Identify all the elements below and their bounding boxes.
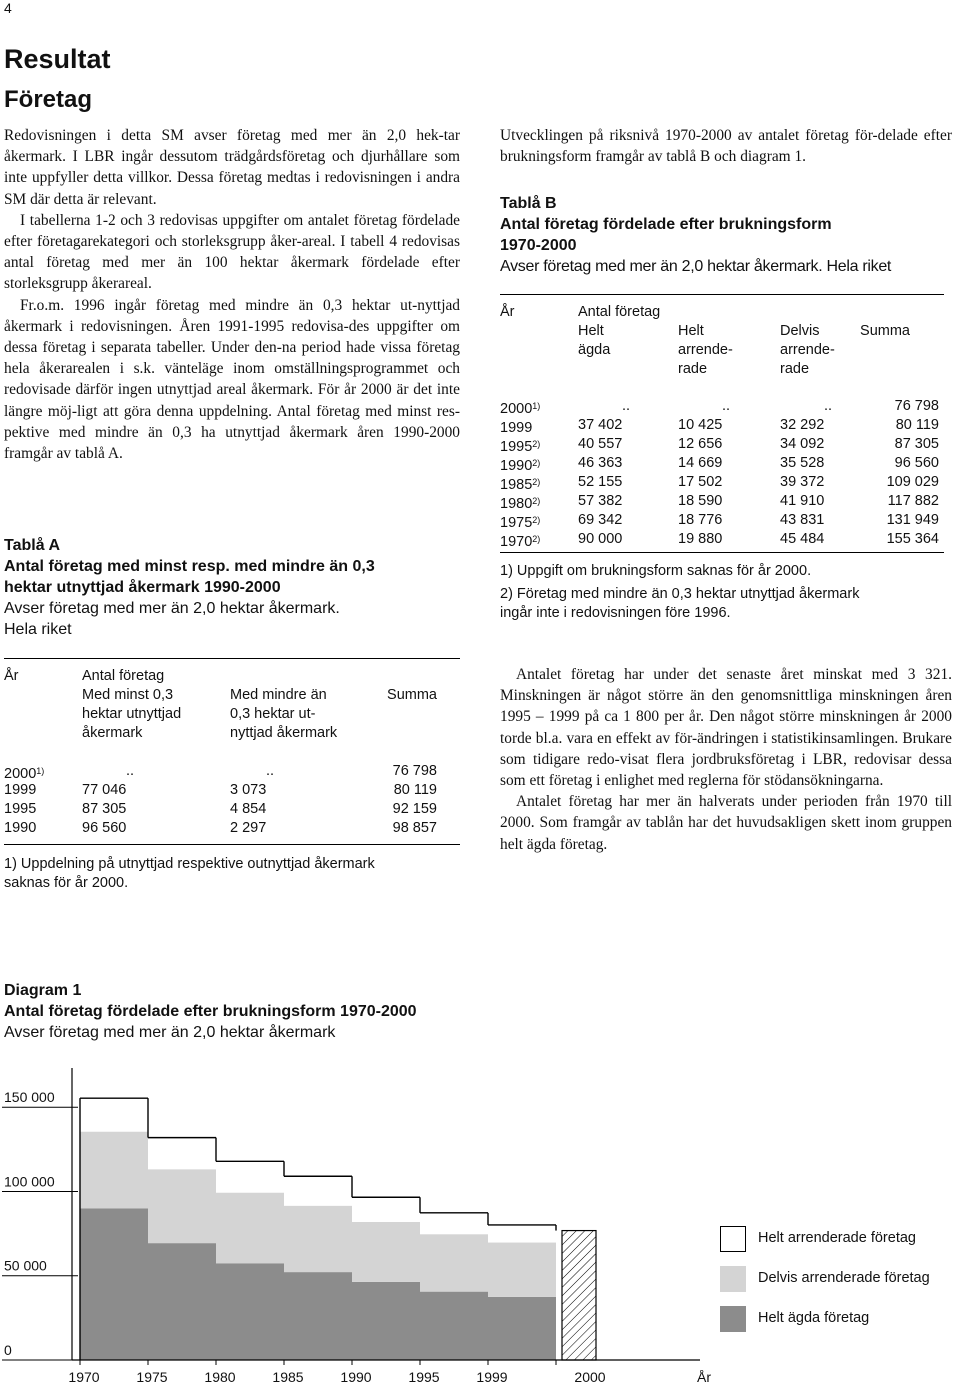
column-header: Summa bbox=[387, 687, 437, 703]
tabla-b-label: Tablå B bbox=[500, 195, 557, 212]
y-tick-label: 100 000 bbox=[4, 1173, 55, 1190]
legend-label: Delvis arrenderade företag bbox=[758, 1270, 930, 1286]
column-header: Helt arrende- rade bbox=[678, 323, 733, 377]
area-leased-1970 bbox=[80, 1098, 148, 1132]
column-header: Delvis arrende- rade bbox=[780, 323, 835, 377]
x-tick-label: 1985 bbox=[272, 1369, 304, 1385]
column-header: Med mindre än 0,3 hektar ut- nyttjad åkermark bbox=[230, 687, 338, 741]
y-tick-label: 0 bbox=[4, 1342, 12, 1358]
area-partly-1970 bbox=[80, 1132, 148, 1209]
column-header: Med minst 0,3 hektar utnyttjad åkermark bbox=[82, 687, 182, 741]
x-tick-label: 1980 bbox=[204, 1369, 236, 1385]
column-header: Summa bbox=[860, 323, 910, 339]
area-partly-1975 bbox=[148, 1169, 216, 1243]
legend-label: Helt arrenderade företag bbox=[758, 1230, 916, 1246]
x-tick-label: 1970 bbox=[68, 1369, 100, 1385]
paragraph: Redovisningen i detta SM avser företag med mer än 2,0 hek-tar åkermark. I LBR ingår dessutom trädgårdsföretag och djurhållare som inte uppfyller detta villkor. Dessa företag medtas i redovisningen i andra SM där detta är relevant. bbox=[4, 127, 460, 208]
left-body-text bbox=[4, 125, 460, 464]
area-partly-1995 bbox=[420, 1234, 488, 1291]
area-leased-1980 bbox=[216, 1161, 284, 1192]
tabla-a-label: Tablå A bbox=[4, 537, 61, 554]
column-header: År bbox=[500, 304, 515, 320]
diagram-label: Diagram 1 bbox=[4, 982, 82, 999]
diagram-title: Antal företag fördelade efter brukningsform 1970-2000 bbox=[4, 1003, 417, 1020]
area-owned-1975 bbox=[148, 1243, 216, 1360]
area-partly-1980 bbox=[216, 1193, 284, 1264]
tabla-b-subtitle: Avser företag med mer än 2,0 hektar åkermark. Hela riket bbox=[500, 258, 892, 275]
area-leased-1985 bbox=[284, 1176, 352, 1205]
column-header: Helt ägda bbox=[578, 323, 611, 358]
tabla-b-title: 1970-2000 bbox=[500, 237, 577, 254]
tabla-a-subtitle: Hela riket bbox=[4, 621, 72, 638]
tabla-a-table: År Antal företag Med minst 0,3 hektar utnyttjad åkermark Med mindre än 0,3 hektar ut- nyttjad åkermark Summa 2000$^{1)}$ .. .. 76 798 1999 77 046 3 073 80 119 1995 87 305 4 854 92 159 1990 96 560 2 297 98 857 bbox=[4, 668, 437, 836]
diagram-header bbox=[4, 980, 704, 1043]
divider bbox=[500, 294, 944, 295]
tabla-a-title: Antal företag med minst resp. med mindre än 0,3 bbox=[4, 558, 375, 575]
paragraph: I tabellerna 1-2 och 3 redovisas uppgifter om antalet företag fördelade efter företagarekategori och storleksgrupp åker-areal. I tabell 4 redovisas antal företag med mer än 100 hektar åkermark fördelade efter storleksgrupp åkerareal. bbox=[4, 211, 460, 293]
legend-label: Helt ägda företag bbox=[758, 1310, 870, 1326]
x-tick-label: 1995 bbox=[408, 1369, 440, 1385]
area-leased-1990 bbox=[352, 1197, 420, 1222]
area-leased-1975 bbox=[148, 1138, 216, 1170]
area-leased-1999 bbox=[488, 1225, 556, 1243]
area-owned-1985 bbox=[284, 1272, 352, 1360]
divider bbox=[4, 844, 460, 845]
legend-swatch-partly bbox=[720, 1266, 746, 1292]
diagram-subtitle: Avser företag med mer än 2,0 hektar åkermark bbox=[4, 1024, 336, 1041]
right-intro-text bbox=[500, 125, 952, 167]
x-tick-label: 1975 bbox=[136, 1369, 168, 1385]
area-owned-1995 bbox=[420, 1292, 488, 1360]
column-group-header: Antal företag bbox=[82, 668, 165, 684]
y-tick-label: 150 000 bbox=[4, 1089, 55, 1106]
section-title: Företag bbox=[4, 86, 93, 113]
y-tick-label: 50 000 bbox=[4, 1257, 47, 1274]
area-leased-1995 bbox=[420, 1213, 488, 1234]
right-body-text bbox=[500, 664, 952, 855]
column-header: År bbox=[4, 668, 19, 684]
divider bbox=[4, 658, 460, 659]
legend-swatch-leased bbox=[720, 1226, 746, 1252]
divider bbox=[500, 552, 944, 553]
tabla-a-title: hektar utnyttjad åkermark 1990-2000 bbox=[4, 579, 281, 596]
area-partly-1990 bbox=[352, 1222, 420, 1282]
x-axis-label: År bbox=[697, 1369, 711, 1385]
area-partly-1999 bbox=[488, 1243, 556, 1297]
stacked-area-chart bbox=[0, 1060, 960, 1386]
area-owned-1990 bbox=[352, 1282, 420, 1360]
tabla-b-footnote: 1) Uppgift om brukningsform saknas för år 2000. 2) Företag med mindre än 0,3 hektar utnyttjad åkermark ingår inte i redovisningen före 1996. bbox=[500, 563, 860, 621]
bar-2000-unsplit bbox=[562, 1231, 596, 1360]
tabla-a-subtitle: Avser företag med mer än 2,0 hektar åkermark. bbox=[4, 600, 340, 617]
tabla-b-title: Antal företag fördelade efter brukningsform bbox=[500, 216, 832, 233]
tabla-a-header bbox=[4, 535, 474, 640]
page-title: Resultat bbox=[4, 44, 111, 74]
paragraph: Antalet företag har under det senaste året minskat med 3 321. Minskningen är något större än den genomsnittliga minskningen åren 1995 – 1999 på ca 1 800 per år. Den något större minskningen år 2000 torde bl.a. vara en effekt av för-ändringen i statistikinsamlingen. Brukare som tidigare redo-visat flera jordbruksföretag i LBR, redovisar dessa som ett företag i enlighet med reglerna för stödansökningarna. bbox=[500, 666, 952, 790]
area-partly-1985 bbox=[284, 1206, 352, 1272]
paragraph: Antalet företag har mer än halverats under perioden från 1970 till 2000. Som framgår av tablån har det huvudsakligen skett inom gruppen helt ägda företag. bbox=[500, 793, 952, 853]
area-owned-1980 bbox=[216, 1263, 284, 1360]
x-tick-label: 1990 bbox=[340, 1369, 372, 1385]
legend-swatch-owned bbox=[720, 1306, 746, 1332]
tabla-b-table: År Antal företag Helt ägda Helt arrende- rade Delvis arrende- rade Summa 2000$^{1)}$ .. .. .. 76 798 1999 37 402 10 425 32 292 80 119 1995$^{2)}$ 40 557 12 656 34 092 87 305 1990$^{2)}$ 46 363 14 669 35 528 96 560 1985$^{2)}$ 52 155 17 502 39 372 109 029 1980$^{2)}$ 57 382 18 590 41 910 117 882 1975$^{2)}$ 69 342 18 776 43 831 131 949 1970$^{2)}$ 90 000 19 880 45 484 155 364 bbox=[500, 304, 939, 550]
tabla-b-header bbox=[500, 193, 955, 277]
x-tick-label: 2000 bbox=[574, 1369, 606, 1385]
page-number: 4 bbox=[4, 0, 12, 16]
area-owned-1999 bbox=[488, 1297, 556, 1360]
area-owned-1970 bbox=[80, 1208, 148, 1360]
tabla-a-footnote: 1) Uppdelning på utnyttjad respektive outnyttjad åkermark saknas för år 2000. bbox=[4, 856, 375, 891]
column-group-header: Antal företag bbox=[578, 304, 661, 320]
x-tick-label: 1999 bbox=[476, 1369, 508, 1385]
paragraph: Fr.o.m. 1996 ingår företag med mindre än 0,3 hektar ut-nyttjad åkermark i redovisningen. Åren 1991-1995 redovisa-des uppgifter om dessa företag i separata tabeller. Under den-na period hade vissa företag hela åkerarealen i s.k. vänteläge inom omställningsprogrammet och redovisade därför ingen utnyttjad areal åkermark. För år 2000 är det inte längre möj-ligt att göra denna uppdelning. Antal företag med minst res-pektive med mindre än 0,3 ha utnyttjad åkermark åren 1990-2000 framgår av tablå A. bbox=[4, 296, 460, 463]
paragraph: Utvecklingen på riksnivå 1970-2000 av antalet företag för-delade efter brukningsform framgår av tablå B och diagram 1. bbox=[500, 127, 952, 166]
